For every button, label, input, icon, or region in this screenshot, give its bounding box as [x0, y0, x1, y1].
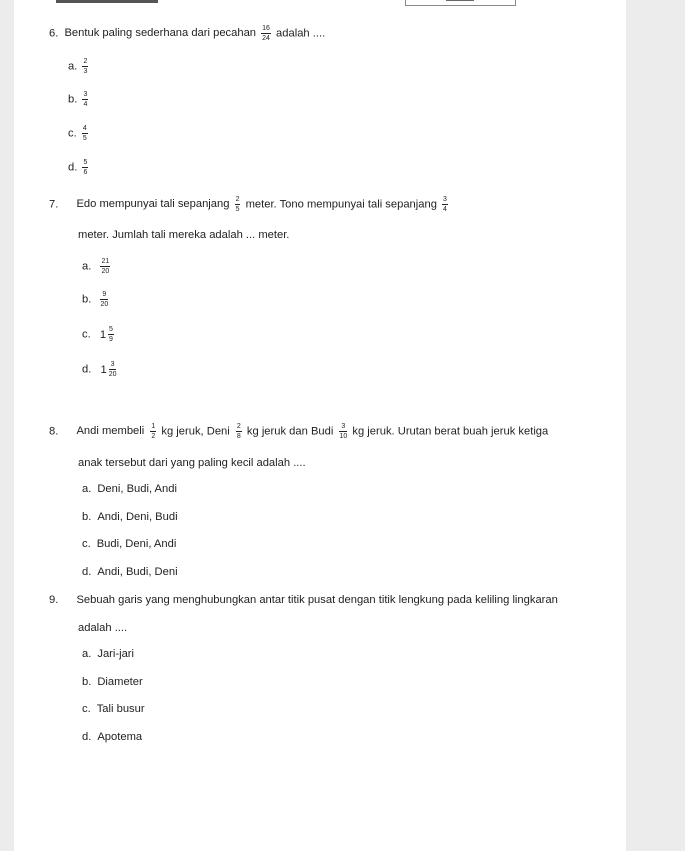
option-9a[interactable]: a. Jari-jari — [82, 648, 135, 660]
question-number: 8. — [49, 425, 59, 438]
question-text: kg jeruk dan Budi — [246, 425, 334, 438]
question-text: Andi membeli — [76, 425, 145, 438]
fraction: $\frac{5}{9}$ — [109, 326, 113, 343]
question-number: 9. — [49, 594, 59, 606]
mixed-whole: 1 — [100, 363, 107, 376]
option-9c[interactable]: c. Tali busur — [82, 703, 145, 715]
fraction: $\frac{21}{20}$ — [101, 258, 110, 275]
question-text: adalah .... — [276, 27, 326, 40]
fraction: $\frac{4}{5}$ — [82, 125, 87, 142]
question-text: Bentuk paling sederhana dari pecahan — [64, 27, 257, 40]
header-right-box — [405, 0, 516, 6]
question-8 — [49, 423, 548, 440]
question-text: kg jeruk. Urutan berat buah jeruk ketiga — [352, 425, 549, 438]
fraction: $\frac{3}{4}$ — [443, 196, 447, 213]
option-8d[interactable]: d. Andi, Budi, Deni — [82, 566, 178, 578]
worksheet-page — [14, 0, 626, 851]
option-9b[interactable]: b. Diameter — [82, 676, 143, 688]
option-6a[interactable]: a. $\frac{2}{3}$ — [68, 58, 88, 75]
option-8a[interactable]: a. Deni, Budi, Andi — [82, 483, 177, 495]
question-number: 6. — [49, 27, 59, 40]
option-7c[interactable]: c. 1 $\frac{5}{9}$ — [82, 326, 113, 343]
fraction: $\frac{2}{3}$ — [83, 58, 88, 75]
question-text: kg jeruk, Deni — [161, 425, 230, 438]
fraction: $\frac{3}{10}$ — [339, 423, 348, 440]
mixed-whole: 1 — [99, 328, 107, 341]
fraction: $\frac{3}{20}$ — [108, 361, 117, 378]
question-text: Sebuah garis yang menghubungkan antar titik pusat dengan titik lengkung pada keliling lingkaran — [76, 594, 558, 606]
question-7-line2: meter. Jumlah tali mereka adalah ... meter. — [78, 229, 290, 241]
fraction: $\frac{3}{4}$ — [83, 91, 88, 108]
header-left-text-fragment — [56, 0, 158, 3]
option-7b[interactable]: b. $\frac{9}{20}$ — [82, 291, 109, 308]
option-6b[interactable]: b. $\frac{3}{4}$ — [68, 91, 88, 108]
question-9 — [49, 593, 558, 607]
fraction: $\frac{5}{6}$ — [83, 159, 88, 176]
fraction: $\frac{16}{24}$ — [262, 25, 270, 42]
fraction: $\frac{1}{2}$ — [151, 423, 156, 440]
question-7 — [49, 196, 450, 213]
header-right-text-fragment — [446, 0, 474, 1]
option-7d[interactable]: d. 1 $\frac{3}{20}$ — [82, 361, 117, 378]
fraction: $\frac{2}{5}$ — [235, 196, 240, 213]
option-6d[interactable]: d. $\frac{5}{6}$ — [68, 159, 88, 176]
option-8b[interactable]: b. Andi, Deni, Budi — [82, 511, 178, 523]
fraction: $\frac{9}{20}$ — [100, 291, 109, 308]
question-6 — [49, 25, 325, 42]
question-9-line2: adalah .... — [78, 622, 128, 634]
fraction: $\frac{2}{8}$ — [236, 423, 241, 440]
question-text: Edo mempunyai tali sepanjang — [76, 198, 230, 211]
option-8c[interactable]: c. Budi, Deni, Andi — [82, 538, 177, 550]
option-7a[interactable]: a. $\frac{21}{20}$ — [82, 258, 110, 275]
option-6c[interactable]: c. $\frac{4}{5}$ — [68, 125, 87, 142]
question-8-line2: anak tersebut dari yang paling kecil adalah .... — [78, 457, 306, 469]
question-text: meter. Tono mempunyai tali sepanjang — [245, 198, 437, 211]
option-9d[interactable]: d. Apotema — [82, 731, 143, 743]
question-number: 7. — [49, 198, 59, 211]
